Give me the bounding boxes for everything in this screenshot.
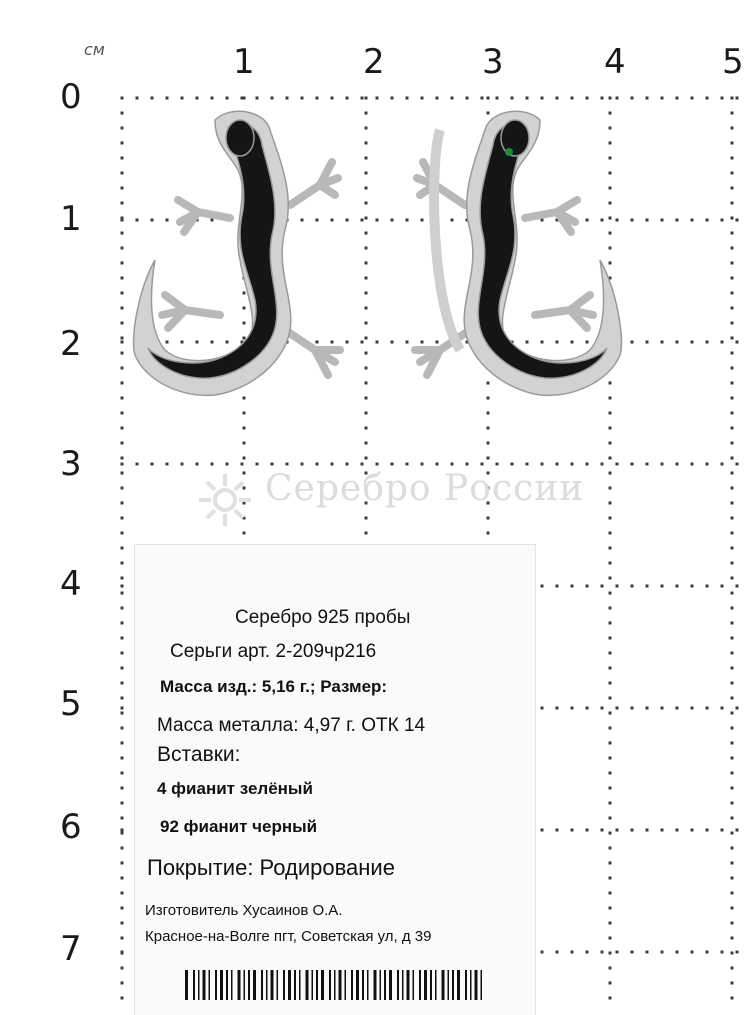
watermark-text: Серебро России bbox=[265, 468, 585, 509]
tag-line-insert-green: 4 фианит зелёный bbox=[157, 779, 313, 798]
ruler-left-4: 4 bbox=[60, 564, 82, 604]
tag-line-inserts-label: Вставки: bbox=[157, 743, 241, 766]
ruler-left-0: 0 bbox=[60, 77, 82, 117]
ruler-top-2: 2 bbox=[363, 42, 385, 82]
ruler-left-7: 7 bbox=[60, 929, 82, 969]
ruler-left-6: 6 bbox=[60, 807, 82, 847]
ruler-top-4: 4 bbox=[604, 42, 626, 82]
product-tag bbox=[135, 545, 535, 1015]
tag-line-address: Красное-на-Волге пгт, Советская ул, д 39 bbox=[145, 928, 432, 945]
ruler-left-2: 2 bbox=[60, 324, 82, 364]
ruler-top-1: 1 bbox=[233, 42, 255, 82]
watermark-logo bbox=[195, 470, 255, 530]
lizard-earring-left bbox=[120, 100, 355, 410]
ruler-top-3: 3 bbox=[482, 42, 504, 82]
ruler-left-1: 1 bbox=[60, 199, 82, 239]
barcode bbox=[185, 970, 485, 1000]
lizard-earring-right bbox=[400, 100, 635, 410]
tag-line-insert-black: 92 фианит черный bbox=[160, 817, 318, 836]
ruler-top-5: 5 bbox=[722, 42, 744, 82]
tag-line-coating: Покрытие: Родирование bbox=[147, 855, 395, 880]
tag-line-article: Серьги арт. 2-209чр216 bbox=[170, 641, 377, 662]
ruler-unit-label: cм bbox=[84, 40, 105, 59]
tag-line-weight: Масса изд.: 5,16 г.; Размер: bbox=[160, 677, 388, 696]
tag-line-manufacturer: Изготовитель Хусаинов О.А. bbox=[145, 902, 343, 919]
ruler-left-3: 3 bbox=[60, 444, 82, 484]
ruler-left-5: 5 bbox=[60, 684, 82, 724]
tag-line-metal-weight: Масса металла: 4,97 г. ОТК 14 bbox=[157, 715, 426, 736]
tag-line-metal: Серебро 925 пробы bbox=[235, 607, 411, 628]
